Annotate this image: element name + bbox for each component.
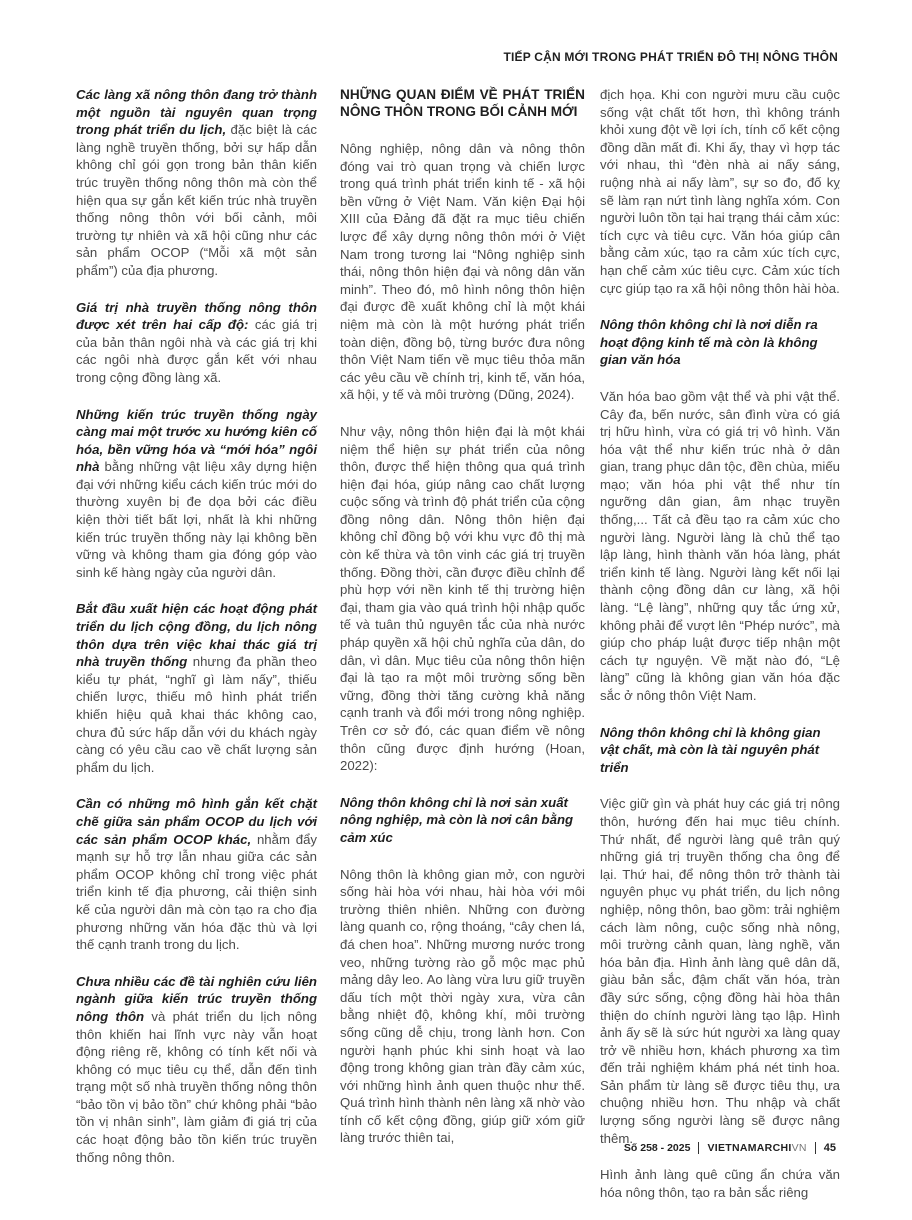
column-2 xyxy=(340,86,585,1166)
col2-paragraph-1: Nông nghiệp, nông dân và nông thôn đóng vai trò quan trọng và chiến lược trong quá trình phát triển kinh tế - xã hội bền vững ở Việt Nam. Văn kiện Đại hội XIII của Đảng đã đặt ra mục tiêu chiến lược để xây dựng nông thôn mới ở Việt Nam trong tương lai “Nông nghiệp sinh thái, nông thôn hiện đại và nông dân văn minh”. Theo đó, mô hình nông thôn hiện đại được đề xuất không chỉ là một khái niệm mà còn là một hướng phát triển toàn diện, đồng bộ, từng bước đưa nông thôn Việt Nam tiến về mục tiêu thỏa mãn các yêu cầu về chính trị, kinh tế, văn hóa, xã hội, y tế và môi trường (Dũng, 2024). xyxy=(340,141,585,403)
col2-paragraph-3: Nông thôn là không gian mở, con người sống hài hòa với nhau, hài hòa với môi trường thiên nhiên. Những con đường làng quanh co, rộng thoáng, “cây chen lá, đá chen hoa”. Những mương nước trong veo, những tường rào gỗ mộc mạc phủ mảng dây leo. Ao làng vừa lưu giữ truyền dấu tích một thời ngày xưa, vừa cân bằng nhiệt độ, không khí, môi trường sống cũng dễ chịu, trong lành hơn. Con người hạnh phúc khi sinh hoạt và lao động trong không gian tràn đầy cảm xúc, với những hình ảnh quen thuộc như thế. Quá trình hình thành nên làng xã nhờ vào tính cố kết cộng đồng, giúp giữ xóm giữ làng trước thiên tai, xyxy=(340,866,585,1146)
col1-p3-body: bằng những vật liệu xây dựng hiện đại với những kiểu cách kiến trúc mới do thường xuyên bị đe dọa bởi các điều kiện thời tiết bất lợi, nhất là khi những kiến trúc truyền thống này lại không bền vững và không tham gia đóng góp vào sinh kế hàng ngày của người dân. xyxy=(76,459,317,580)
running-title: TIẾP CẬN MỚI TRONG PHÁT TRIỂN ĐÔ THỊ NÔNG THÔN xyxy=(503,50,838,64)
col1-p4-body: nhưng đa phần theo kiểu tự phát, “nghĩ gì làm nấy”, thiếu chiến lược, thiếu mô hình phát triển khiến hiệu quả khai thác không cao, chưa đủ sức hấp dẫn với du khách ngày càng có yêu cầu cao về chất lượng sản phẩm du lịch. xyxy=(76,654,317,775)
issue-number: Số 258 - 2025 xyxy=(623,1142,691,1154)
col3-paragraph-1: địch họa. Khi con người mưu cầu cuộc sống vật chất tốt hơn, thì không tránh khỏi xung đột về lợi ích, tính cố kết cộng đồng dần mất đi. Khi ấy, thay vì hợp tác với nhau, thì “đèn nhà ai nấy sáng, ruộng nhà ai nấy làm”, sự so đo, đố kỵ sẽ làm rạn nứt tình làng nghĩa xóm. Con người luôn tồn tại hai trạng thái cảm xúc: tích cực và tiêu cực. Văn hóa giúp cân bằng cảm xúc, tạo ra cảm xúc tích cực, hạn chế cảm xúc tiêu cực. Cảm xúc tích cực giúp tạo ra xã hội nông thôn hài hòa. xyxy=(600,87,840,296)
col1-paragraph-4 xyxy=(76,600,317,776)
col1-p1-body: đặc biệt là các làng nghề truyền thống, bởi sự hấp dẫn không chỉ gói gọn trong bản thân kiến trúc truyền thống nông thôn mà còn thể hiện qua sự gắn kết kiến trúc nhà truyền thống nông thôn với bối cảnh, môi trường tự nhiên và xã hội cũng như các sản phẩm OCOP (“Mỗi xã một sản phẩm”) của địa phương. xyxy=(76,122,317,278)
col1-p3-lead: Những kiến trúc truyền thống ngày càng mai một trước xu hướng kiên cố hóa, bền vững hóa và “mới hóa” ngôi nhà xyxy=(76,406,317,475)
brand-main: VIETNAMARCHI xyxy=(707,1142,792,1154)
col3-paragraph-4: Hình ảnh làng quê cũng ẩn chứa văn hóa nông thôn, tạo ra bản sắc riêng xyxy=(600,1167,840,1200)
magazine-brand xyxy=(707,1142,806,1154)
col1-paragraph-2 xyxy=(76,299,317,387)
col1-p2-lead: Giá trị nhà truyền thống nông thôn được xét trên hai cấp độ: xyxy=(76,299,317,333)
page-number: 45 xyxy=(823,1142,836,1154)
brand-suffix: VN xyxy=(791,1142,807,1154)
col3-subheading-1: Nông thôn không chỉ là nơi diễn ra hoạt động kinh tế mà còn là không gian văn hóa xyxy=(600,317,818,368)
col1-paragraph-3 xyxy=(76,406,317,582)
column-1 xyxy=(76,86,317,1185)
col1-p4-lead: Bắt đầu xuất hiện các hoạt động phát triển du lịch cộng đồng, du lịch nông thôn dựa trên việc khai thác giá trị nhà truyền thống xyxy=(76,601,317,670)
col3-subheading-2: Nông thôn không chỉ là không gian vật chất, mà còn là tài nguyên phát triển xyxy=(600,724,821,775)
col1-p5-body: nhằm đẩy mạnh sự hỗ trợ lẫn nhau giữa các sản phẩm OCOP không chỉ trong việc phát triển kinh tế địa phương, cải thiện sinh kế của người dân mà còn tạo ra cho địa phương những văn hóa đặc thù và lợi thế cạnh tranh trong du lịch. xyxy=(76,831,317,953)
column-3 xyxy=(600,86,840,1220)
section-heading: NHỮNG QUAN ĐIỂM VỀ PHÁT TRIỂN NÔNG THÔN TRONG BỐI CẢNH MỚI xyxy=(340,87,585,119)
col1-p1-lead: Các làng xã nông thôn đang trở thành một nguồn tài nguyên quan trọng trong phát triển du lịch, xyxy=(76,87,317,138)
col1-p6-body: và phát triển du lịch nông thôn khiến hai lĩnh vực này vẫn hoạt động riêng rẽ, không có tính kết nối và không có mục tiêu cụ thể, dẫn đến tình trạng một số nhà truyền thống nông thôn “bảo tồn vị bảo tồn” chứ không phải “bảo tồn vị nhân sinh”, làm giảm đi giá trị của các hoạt động bảo tồn kiến trúc truyền thống nông thôn. xyxy=(76,1008,317,1165)
col1-paragraph-5 xyxy=(76,795,317,953)
col3-paragraph-2: Văn hóa bao gồm vật thể và phi vật thể. Cây đa, bến nước, sân đình vừa có giá trị hữu hình, vừa có giá trị vô hình. Văn hóa vật thể như kiến trúc nhà ở dân gian, trang phục dân tộc, đền chùa, miếu mạo; văn hóa phi vật thể như tín ngưỡng dân gian, âm nhạc truyền thống,... Tất cả đều tạo ra cảm xúc cho người làng. Người làng là chủ thể tạo lập làng, hình thành văn hóa làng, phát triển kinh tế làng. Người làng kết nối lại thành cộng đồng dân cư làng, xã hội làng. “Lệ làng”, những quy tắc ứng xử, không phải để vượt lên “Phép nước”, mà giúp cho pháp luật được tiếp nhận một cách tự nguyện. Về mặt nào đó, “Lệ làng” cũng là không gian văn hóa đặc sắc ở nông thôn Việt Nam. xyxy=(600,388,840,703)
footer-divider xyxy=(698,1142,699,1154)
col1-paragraph-6 xyxy=(76,973,317,1167)
col2-subheading-1: Nông thôn không chỉ là nơi sản xuất nông nghiệp, mà còn là nơi cân bằng cảm xúc xyxy=(340,794,574,845)
col1-paragraph-1 xyxy=(76,86,317,280)
col3-paragraph-3: Việc giữ gìn và phát huy các giá trị nông thôn, hướng đến hai mục tiêu chính. Thứ nhất, để người làng quê trân quý những giá trị truyền thống cha ông để lại. Thứ hai, để nông thôn trở thành tài nguyên phục vụ phát triển, du lịch nông nghiệp, nông thôn, bao gồm: trải nghiệm cách làm nông, cuộc sống nhà nông, môi trường cảnh quan, làng nghề, văn hóa bản địa. Hình ảnh làng quê dân dã, giàu bản sắc, đậm chất văn hóa, tràn đầy sức sống, cộng đồng hài hòa thân thiện do chính người làng tạo lập. Hình ảnh ấy sẽ là sức hút người xa làng quay trở về nhiều hơn, khách phương xa tìm đến trải nghiệm khám phá nét tinh hoa. Sản phẩm từ làng sẽ được tiêu thụ, ưa chuộng nhiều hơn. Thu nhập và chất lượng sống người làng sẽ được nâng thêm. xyxy=(600,796,840,1146)
col1-p6-lead: Chưa nhiều các đề tài nghiên cứu liên ngành giữa kiến trúc truyền thống nông thôn xyxy=(76,973,317,1024)
col2-paragraph-2: Như vậy, nông thôn hiện đại là một khái niệm thể hiện sự phát triển của nông thôn, được thể hiện thông qua quá trình hiện đại hóa, giúp nâng cao chất lượng cuộc sống và trình độ phát triển của cộng đồng nông dân. Nông thôn hiện đại không chỉ đồng bộ với khu vực đô thị mà còn kế thừa và tôn vinh các giá trị truyền thống. Đồng thời, cần được điều chỉnh để phù hợp với nền kinh tế thị trường hiện đại, tham gia vào quá trình hội nhập quốc tế và tuân thủ nguyên tắc của nhà nước pháp quyền xã hội chủ nghĩa của dân, do dân, vì dân. Mục tiêu của nông thôn hiện đại là tạo ra một môi trường sống bền vững, đồng thời tăng cường khả năng cạnh tranh và đổi mới trong nông nghiệp. Trên cơ sở đó, các quan điểm về nông thôn cũng được định hướng (Hoan, 2022): xyxy=(340,423,585,774)
col1-p2-body: các giá trị của bản thân ngôi nhà và các giá trị khi các ngôi nhà được gắn kết với nhau trong cộng đồng làng xã. xyxy=(76,317,317,385)
footer-divider-2 xyxy=(815,1142,816,1154)
col1-p5-lead: Cần có những mô hình gắn kết chặt chẽ giữa sản phẩm OCOP du lịch với các sản phẩm OCOP khác, xyxy=(76,796,317,847)
page-footer xyxy=(624,1142,836,1154)
